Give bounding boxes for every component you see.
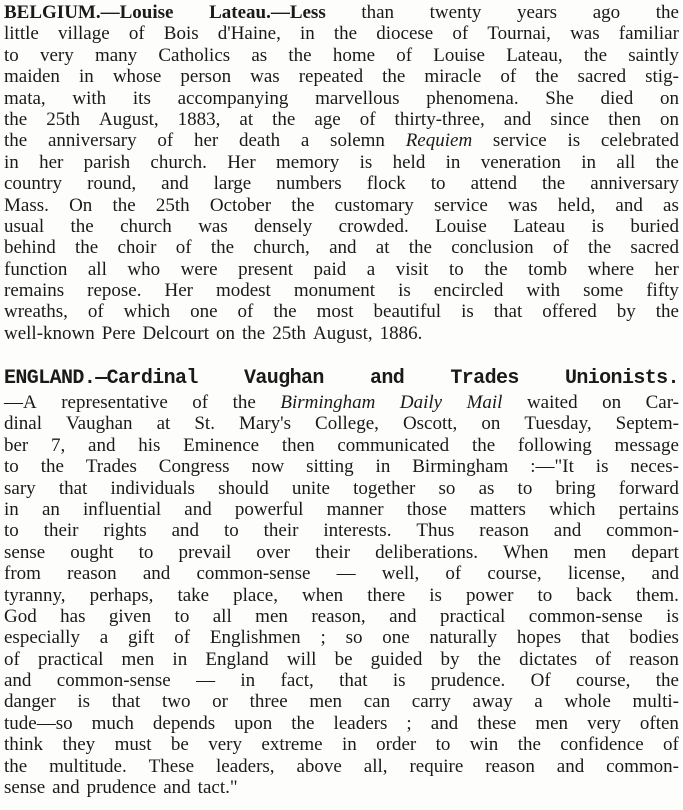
belgium-text-line: maiden in whose person was repeated the miracle of the sacred stig- — [4, 66, 679, 88]
england-text-line: from reason and common-sense — well, of course, license, and — [4, 563, 679, 585]
england-text-line: ber 7, and his Eminence then communicated the following message — [4, 434, 679, 456]
england-text-line: to their rights and to their interests. Thus reason and common- — [4, 520, 679, 542]
england-paragraph — [4, 366, 679, 798]
belgium-text-line: remains repose. Her modest monument is encircled with some fifty — [4, 280, 679, 302]
belgium-text-line: behind the choir of the church, and at the conclusion of the sacred — [4, 237, 679, 259]
england-text-line: sense and prudence and tact." — [4, 777, 238, 799]
belgium-text-line: little village of Bois d'Haine, in the diocese of Tournai, was familiar — [4, 23, 679, 45]
belgium-text-line: mata, with its accompanying marvellous phenomena. She died on — [4, 87, 679, 109]
belgium-text-line: usual the church was densely crowded. Louise Lateau is buried — [4, 215, 679, 237]
england-text-line: think they must be very extreme in order to win the confidence of — [4, 734, 679, 756]
belgium-text-line: the anniversary of her death a solemn Requiem service is celebrated — [4, 130, 679, 152]
belgium-text-line: country round, and large numbers flock to attend the anniversary — [4, 173, 679, 195]
belgium-paragraph — [4, 2, 679, 344]
belgium-text-line: the 25th August, 1883, at the age of thirty-three, and since then on — [4, 108, 679, 130]
belgium-text-line: BELGIUM.—Louise Lateau.—Less than twenty years ago the — [4, 2, 679, 23]
england-text-line: especially a gift of Englishmen ; so one naturally hopes that bodies — [4, 627, 679, 649]
belgium-text-line: wreaths, of which one of the most beautiful is that offered by the — [4, 301, 679, 323]
belgium-text-line: to very many Catholics as the home of Louise Lateau, the saintly — [4, 44, 679, 66]
belgium-text-line: function all who were present paid a visit to the tomb where her — [4, 258, 679, 280]
england-text-line: —A representative of the Birmingham Daily Mail waited on Car- — [4, 392, 679, 413]
england-text-line: God has given to all men reason, and practical common-sense is — [4, 605, 679, 627]
england-text-line: danger is that two or three men can carry away a whole multi- — [4, 691, 679, 713]
england-heading: ENGLAND.—Cardinal Vaughan and Trades Unionists. — [4, 367, 679, 390]
england-text-line: sary that individuals should unite together so as to bring forward — [4, 477, 679, 499]
belgium-text-line: in her parish church. Her memory is held in veneration in all the — [4, 151, 679, 173]
england-text-line: dinal Vaughan at St. Mary's College, Oscott, on Tuesday, Septem- — [4, 413, 679, 435]
belgium-text-line: Mass. On the 25th October the customary service was held, and as — [4, 194, 679, 216]
belgium-text-line: well-known Pere Delcourt on the 25th August, 1886. — [4, 322, 423, 344]
england-text-line: sense ought to prevail over their deliberations. When men depart — [4, 541, 679, 563]
england-text-line: tyranny, perhaps, take place, when there is power to back them. — [4, 584, 679, 606]
england-text-line: the multitude. These leaders, above all, require reason and common- — [4, 755, 679, 777]
england-text-line: in an influential and powerful manner those matters which pertains — [4, 498, 679, 520]
england-text-line: to the Trades Congress now sitting in Birmingham :—"It is neces- — [4, 456, 679, 478]
england-text-line: and common-sense — in fact, that is prudence. Of course, the — [4, 670, 679, 692]
england-text-line: of practical men in England will be guided by the dictates of reason — [4, 648, 679, 670]
england-text-line: tude—so much depends upon the leaders ; and these men very often — [4, 712, 679, 734]
